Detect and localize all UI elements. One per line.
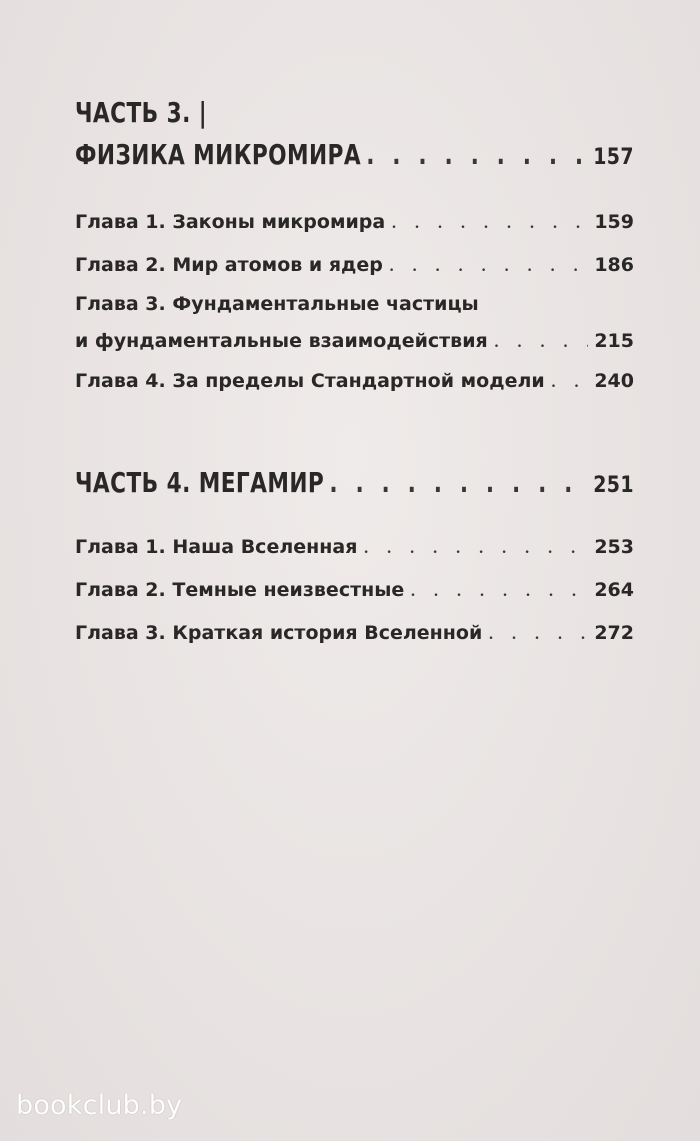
leader-dots (329, 462, 588, 504)
chapter-title: Глава 1. Законы микромира (75, 211, 386, 233)
chapter-page-number: 159 (594, 211, 634, 233)
chapter-title-line-2: и фундаментальные взаимодействия (75, 330, 488, 352)
leader-dots (410, 568, 588, 610)
chapter-title: Глава 1. Наша Вселенная (75, 536, 358, 558)
chapter-title-line-2-row (75, 322, 634, 359)
leader-dots (366, 134, 588, 176)
part-4-title-line (75, 462, 634, 507)
toc-entry[interactable] (75, 243, 634, 286)
toc-entry[interactable] (75, 568, 634, 611)
part-3-title-line-2 (75, 134, 634, 179)
part-3-chapters (75, 200, 634, 402)
leader-dots (363, 525, 588, 567)
watermark: bookclub.by (16, 1090, 183, 1121)
chapter-title: Глава 2. Мир атомов и ядер (75, 254, 383, 276)
part-3-page-number: 157 (593, 145, 634, 170)
toc-entry[interactable] (75, 525, 634, 568)
part-4-chapters (75, 525, 634, 654)
part-3-section (75, 92, 634, 179)
chapter-page-number: 240 (594, 370, 634, 392)
leader-dots (494, 322, 589, 358)
part-4-title: ЧАСТЬ 4. МЕГАМИР (75, 466, 325, 499)
toc-entry[interactable] (75, 200, 634, 243)
chapter-title: Глава 2. Темные неизвестные (75, 579, 405, 601)
chapter-title-line-1: Глава 3. Фундаментальные частицы (75, 293, 479, 315)
toc-entry[interactable] (75, 359, 634, 402)
chapter-page-number: 253 (594, 536, 634, 558)
leader-dots (391, 200, 588, 242)
chapter-page-number: 272 (594, 622, 634, 644)
chapter-page-number: 264 (594, 579, 634, 601)
part-4-page-number: 251 (593, 473, 634, 498)
part-3-title-line-1 (75, 92, 634, 134)
leader-dots (488, 611, 588, 653)
part-3-title-prefix: ЧАСТЬ 3. | (75, 96, 208, 129)
chapter-page-number: 215 (594, 330, 634, 352)
chapter-title: Глава 4. За пределы Стандартной модели (75, 370, 545, 392)
chapter-title: Глава 3. Краткая история Вселенной (75, 622, 483, 644)
leader-dots (389, 243, 588, 285)
leader-dots (551, 359, 589, 401)
toc-entry[interactable] (75, 611, 634, 654)
part-3-title: ФИЗИКА МИКРОМИРА (75, 138, 362, 171)
chapter-page-number: 186 (594, 254, 634, 276)
part-4-section (75, 462, 634, 507)
toc-entry-multiline[interactable] (75, 286, 634, 359)
